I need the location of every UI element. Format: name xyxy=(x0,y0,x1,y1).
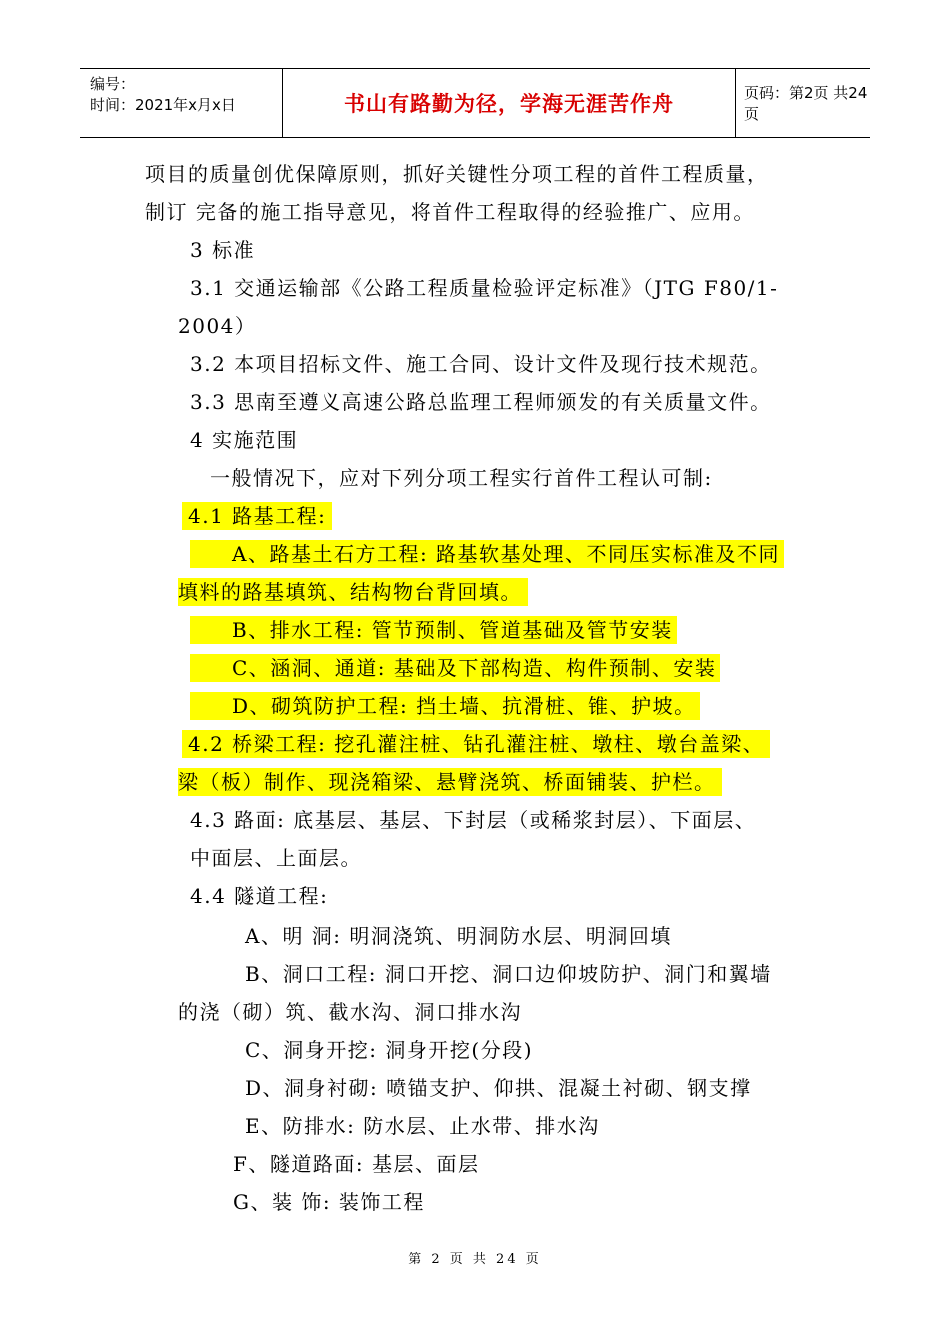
highlighted-line: B、排水工程: 管节预制、管道基础及管节安装 xyxy=(190,616,677,644)
page-header xyxy=(80,68,870,138)
highlighted-line: 梁（板）制作、现浇箱梁、悬臂浇筑、桥面铺装、护栏。 xyxy=(178,768,722,796)
text-line: G、装 饰: 装饰工程 xyxy=(233,1190,425,1214)
text-line: 4.4 隧道工程: xyxy=(190,884,329,908)
highlighted-line: 填料的路基填筑、结构物台背回填。 xyxy=(178,578,528,606)
text-line: B、洞口工程: 洞口开挖、洞口边仰坡防护、洞门和翼墙 xyxy=(245,962,772,986)
text-line: 一般情况下，应对下列分项工程实行首件工程认可制: xyxy=(210,466,713,490)
header-motto-cell xyxy=(282,69,736,137)
highlighted-line: 4.1 路基工程: xyxy=(182,502,332,530)
text-line: F、隧道路面: 基层、面层 xyxy=(233,1152,480,1176)
highlighted-line: C、涵洞、通道: 基础及下部构造、构件预制、安装 xyxy=(190,654,720,682)
motto: 书山有路勤为径，学海无涯苦作舟 xyxy=(344,92,674,116)
text-line: 4.3 路面: 底基层、基层、下封层（或稀浆封层）、下面层、 xyxy=(190,808,757,832)
section-heading: 3 标准 xyxy=(190,238,256,262)
date-label: 时间：2021年x月x日 xyxy=(90,96,236,114)
highlighted-line: D、砌筑防护工程: 挡土墙、抗滑桩、锥、护坡。 xyxy=(190,692,700,720)
text-line: 2004） xyxy=(178,314,257,338)
text-line: 的浇（砌）筑、截水沟、洞口排水沟 xyxy=(178,1000,522,1024)
text-line: 中面层、上面层。 xyxy=(190,846,362,870)
text-line: A、明 洞: 明洞浇筑、明洞防水层、明洞回填 xyxy=(245,924,672,948)
header-right-cell xyxy=(736,69,870,137)
text-line: C、洞身开挖: 洞身开挖(分段) xyxy=(245,1038,534,1062)
text-line: 项目的质量创优保障原则，抓好关键性分项工程的首件工程质量， xyxy=(145,162,769,186)
text-line: D、洞身衬砌: 喷锚支护、仰拱、混凝土衬砌、钢支撑 xyxy=(245,1076,752,1100)
header-left-cell xyxy=(80,69,282,137)
serial-label: 编号： xyxy=(90,75,136,93)
text-line: 3.3 思南至遵义高速公路总监理工程师颁发的有关质量文件。 xyxy=(190,390,772,414)
highlighted-line: 4.2 桥梁工程: 挖孔灌注桩、钻孔灌注桩、墩柱、墩台盖梁、 xyxy=(182,730,770,758)
text-line: 3.2 本项目招标文件、施工合同、设计文件及现行技术规范。 xyxy=(190,352,772,376)
highlighted-line: A、路基土石方工程: 路基软基处理、不同压实标准及不同 xyxy=(190,540,784,568)
text-line: 3.1 交通运输部《公路工程质量检验评定标准》（JTG F80/1- xyxy=(190,276,779,300)
section-heading: 4 实施范围 xyxy=(190,428,299,452)
page-info: 页码：第2页 共24页 xyxy=(744,84,868,123)
page-footer: 第 2 页 共 24 页 xyxy=(408,1252,542,1267)
text-line: E、防排水: 防水层、止水带、排水沟 xyxy=(245,1114,600,1138)
text-line: 制订 完备的施工指导意见，将首件工程取得的经验推广、应用。 xyxy=(145,200,755,224)
